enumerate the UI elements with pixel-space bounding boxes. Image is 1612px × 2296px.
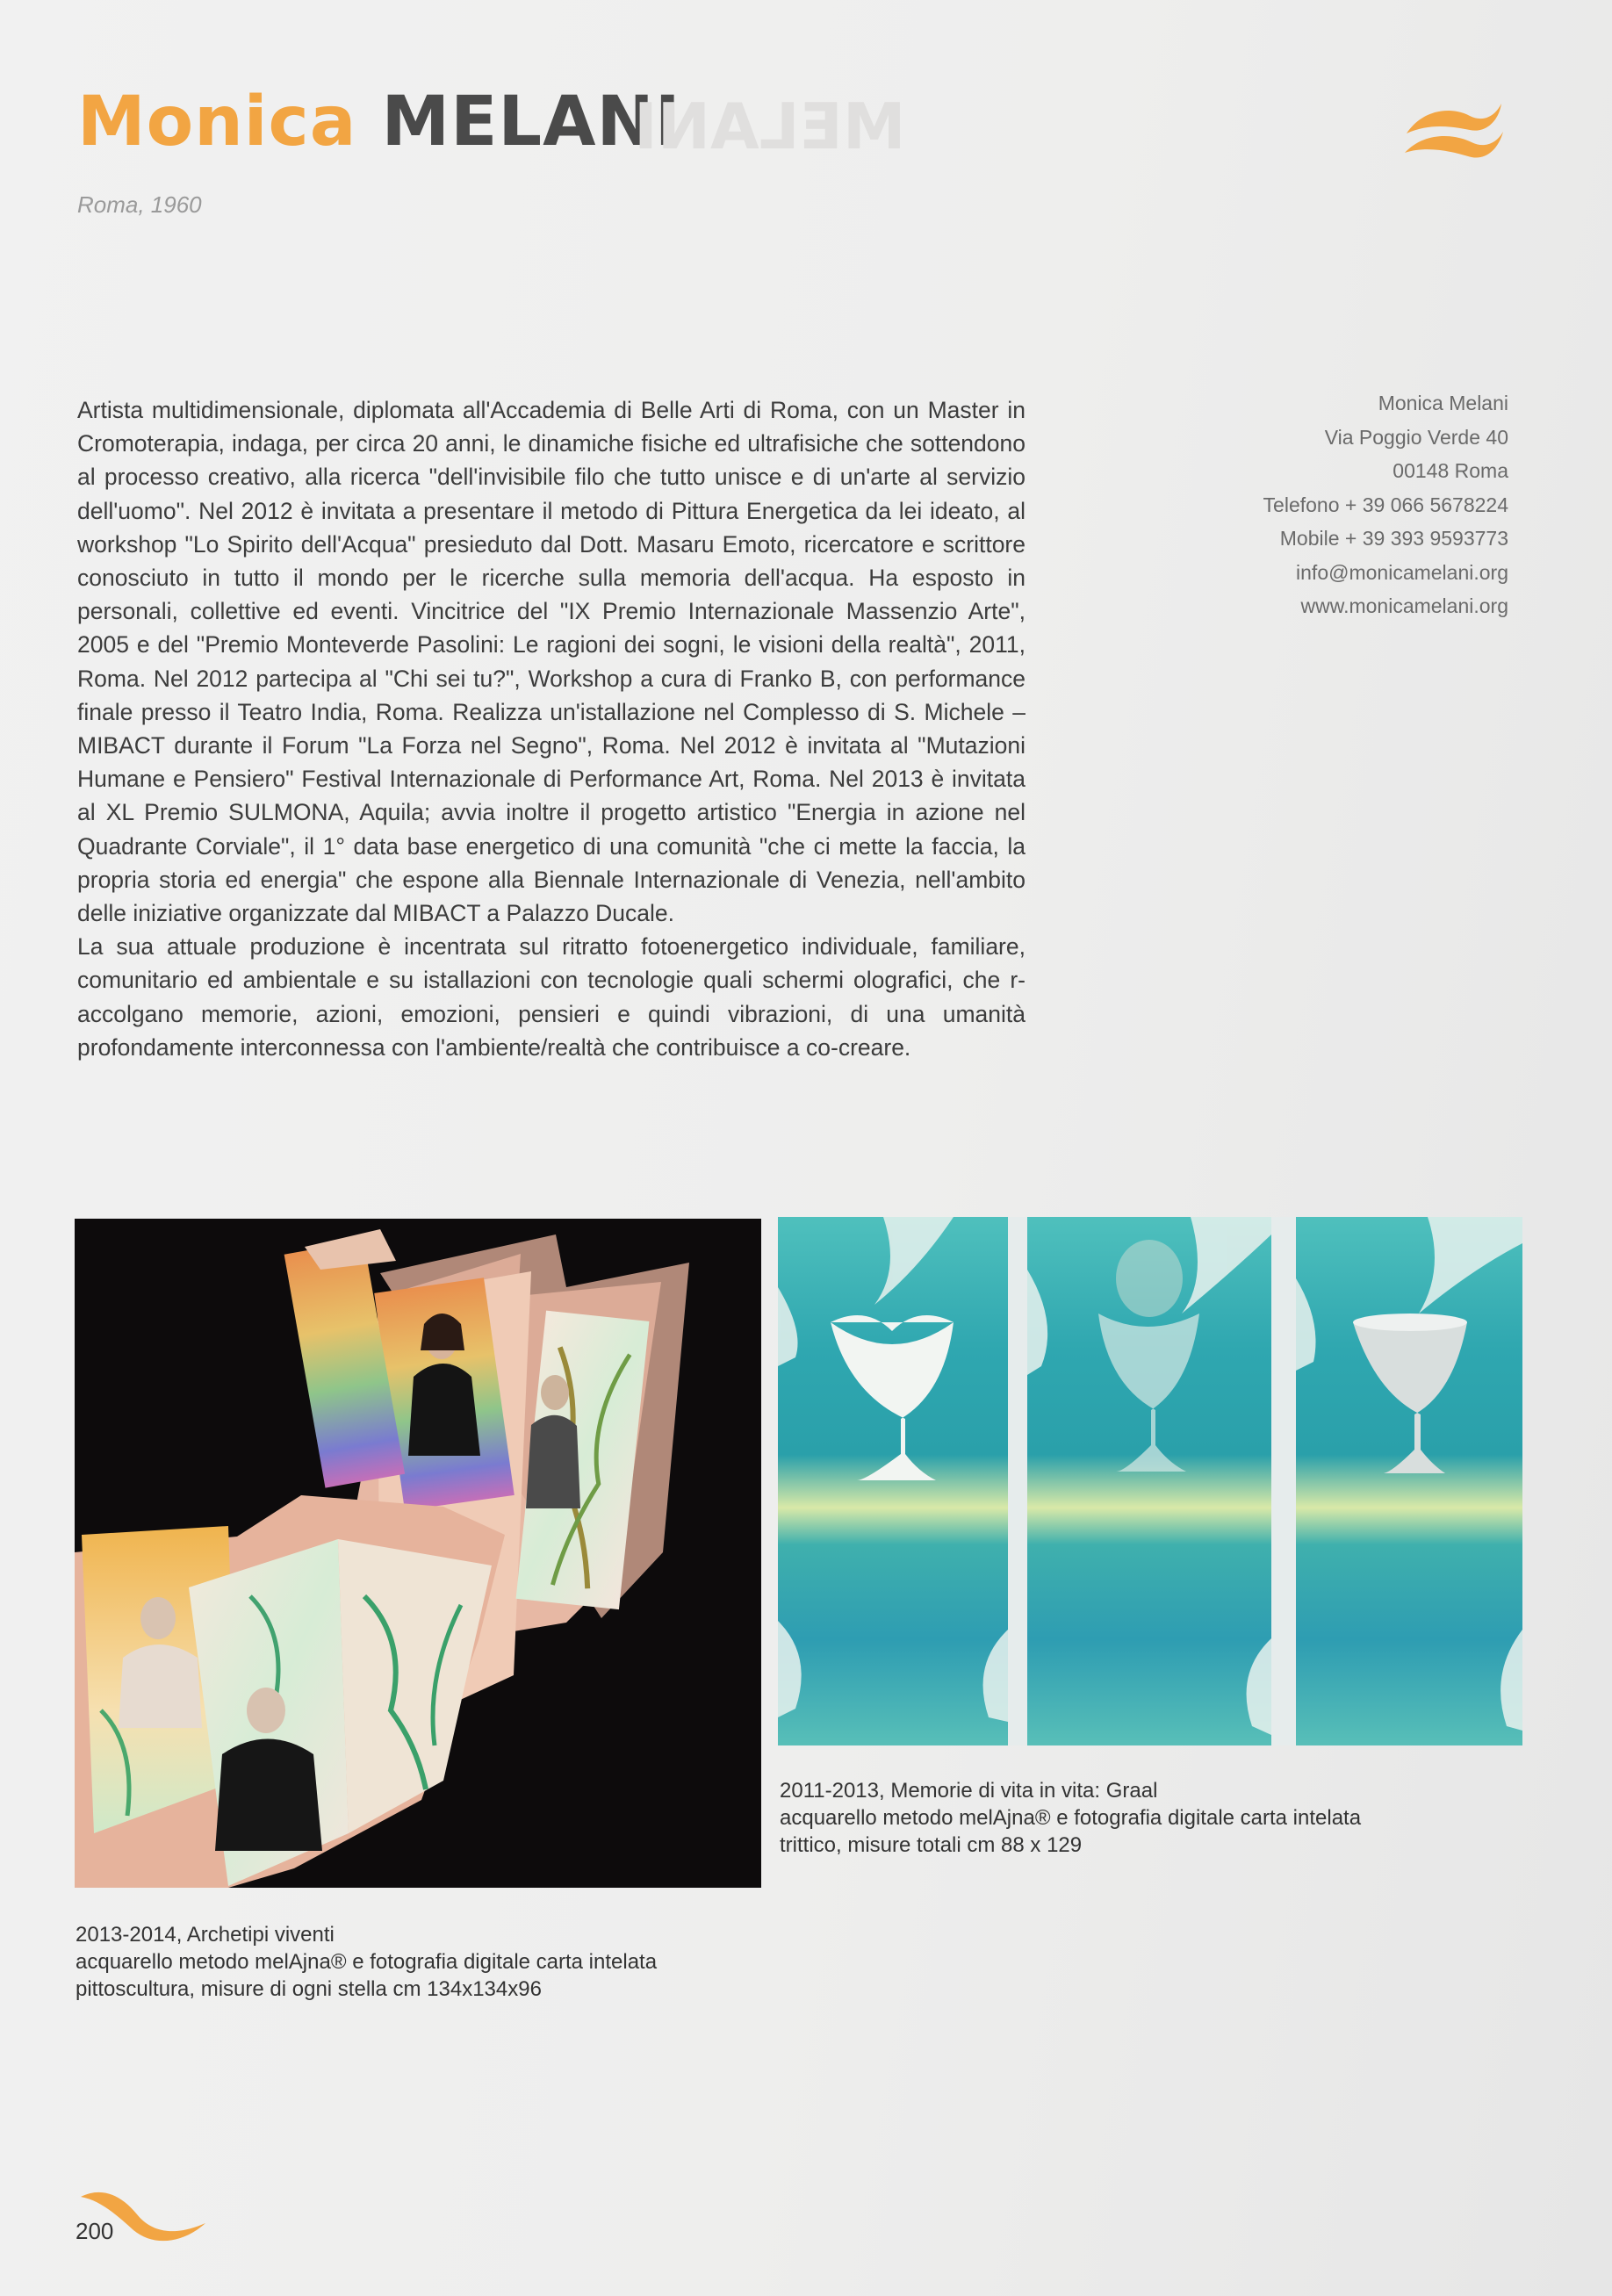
artwork-2-technique: acquarello metodo melAjna® e fotografia digitale carta intelata [780,1806,1362,1830]
show-through-text: MELANI [634,90,906,163]
artwork-1-technique: acquarello metodo melAjna® e fotografia digitale carta intelata [76,1950,658,1974]
artwork-2-caption [780,1777,1361,1859]
contact-city: 00148 Roma [1393,459,1508,482]
artwork-2-title: 2011-2013, Memorie di vita in vita: Graal [780,1779,1158,1803]
artwork-2-details: trittico, misure totali cm 88 x 129 [780,1833,1083,1857]
contact-website: www.monicamelani.org [1300,594,1508,617]
contact-street: Via Poggio Verde 40 [1324,425,1508,449]
swirl-logo-icon [1400,91,1507,179]
artwork-1-caption [76,1921,657,2003]
artist-last-name: MELANI [381,83,681,162]
artist-first-name: Monica [77,83,357,162]
artwork-1-details: pittoscultura, misure di ogni stella cm 134x134x96 [76,1977,542,2001]
artist-biography [77,393,1025,1064]
contact-email: info@monicamelani.org [1296,560,1508,584]
contact-name: Monica Melani [1378,392,1508,414]
contact-phone: Telefono + 39 066 5678224 [1263,493,1508,516]
page-title [77,83,681,162]
bio-paragraph: Artista multidimensionale, diplomata all'Accademia di Belle Arti di Roma, con un Master in Cromoterapia, indaga, per circa 20 anni, le dinamiche fisiche ed ultrafisiche che sottendono al processo creativo, alla ricerca "dell'invisibile filo che tutto unisce e di un'arte al servizio dell'uomo". Nel 2012 è invitata a presentare il metodo di Pittura Energetica da lei ideato, al workshop "Lo Spirito dell'Acqua" presieduto dal Dott. Masaru Emoto, ricercatore e scrittore conosciuto in tutto il mondo per le ricerche sulla memoria dell'acqua. Ha esposto in personali, collettive ed eventi. Vincitrice del "IX Premio Internazionale Massenzio Arte", 2005 e del "Premio Monteverde Pasolini: Le ragioni dei sogni, le visioni della realtà", 2011, Roma. Nel 2012 partecipa al "Chi sei tu?", Workshop a cura di Franko B, con performance finale presso il Teatro India, Roma. Realizza un'istallazione nel Complesso di S. Michele –MIBACT durante il Forum "La Forza nel Segno", Roma. Nel 2012 è invitata al "Mutazioni Humane e Pensiero" Festival Internazionale di Performance Art, Roma. Nel 2013 è invitata al XL Premio SULMONA, Aquila; avvia inoltre il progetto artistico "Energia in azione nel Quadrante Corviale", il 1° data base energetico di una comunità "che ci mette la faccia, la propria storia ed energia" che espone alla Biennale Internazionale di Venezia, nell'ambito delle iniziative organizzate dal MIBACT a Palazzo Ducale. [77,397,1025,927]
artist-birthplace-year: Roma, 1960 [77,191,202,218]
artwork-graal-triptych-photo [778,1217,1522,1745]
contact-block [1168,386,1508,623]
artwork-1-title: 2013-2014, Archetipi viventi [76,1923,335,1947]
artwork-archetipi-viventi-photo [75,1219,761,1888]
contact-mobile: Mobile + 39 393 9593773 [1279,527,1508,550]
bio-paragraph: La sua attuale produzione è incentrata sul ritratto fotoenergetico individuale, familiare, comunitario ed ambientale e su istallazioni con tecnologie quali schermi olografici, che r-accolgano memorie, azioni, emozioni, pensieri e quindi vibrazioni, di una umanità profondamente interconnessa con l'ambiente/realtà che contribuisce a co-creare. [77,933,1025,1061]
page-number: 200 [76,2218,114,2244]
